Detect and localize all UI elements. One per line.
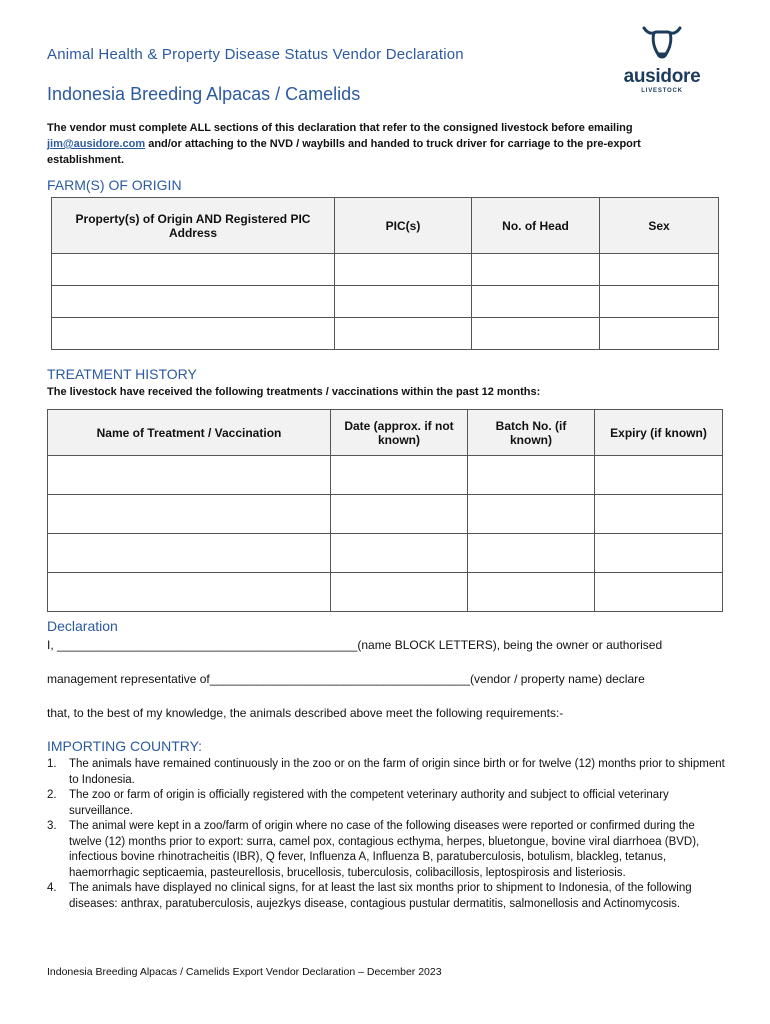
table-cell[interactable] (335, 318, 472, 350)
table-cell[interactable] (468, 534, 595, 573)
list-text: The animals have remained continuously in the zoo or on the farm of origin since birth or for twelve (12) months prior to shipment to Indonesia. (69, 758, 725, 786)
column-header-date: Date (approx. if not known) (331, 410, 468, 456)
list-item (47, 819, 727, 881)
table-row (48, 456, 723, 495)
list-text: The zoo or farm of origin is officially registered with the competent veterinary authority and subject to official veterinary surveillance. (69, 789, 669, 817)
ausidore-logo (612, 22, 712, 100)
table-row (52, 254, 719, 286)
intro-text-after: and/or attaching to the NVD / waybills and handed to truck driver for carriage to the pre-export establishment. (47, 138, 641, 166)
list-item (47, 881, 727, 912)
list-text: The animals have displayed no clinical signs, for at least the last six months prior to shipment to Indonesia, of the following diseases: anthrax, paratuberculosis, aujezkys disease, contagious pustular dermatitis, salmonellosis and Actinomycosis. (69, 882, 692, 910)
intro-instructions (47, 120, 717, 168)
table-cell[interactable] (331, 573, 468, 612)
treatment-header-row (48, 410, 723, 456)
table-cell[interactable] (331, 495, 468, 534)
declaration-line-vendor (47, 672, 645, 686)
table-cell[interactable] (600, 254, 719, 286)
column-header-head-count: No. of Head (472, 198, 600, 254)
email-link[interactable]: jim@ausidore.com (47, 138, 146, 150)
logo-wordmark: ausidore (623, 66, 701, 87)
list-number: 1. (47, 758, 57, 770)
table-cell[interactable] (48, 534, 331, 573)
table-cell[interactable] (48, 573, 331, 612)
declaration-line-name (47, 638, 662, 652)
table-cell[interactable] (52, 318, 335, 350)
declaration-line1-end: (name BLOCK LETTERS), being the owner or authorised (357, 638, 663, 652)
table-cell[interactable] (595, 573, 723, 612)
table-cell[interactable] (52, 286, 335, 318)
table-row (48, 495, 723, 534)
table-cell[interactable] (468, 573, 595, 612)
table-cell[interactable] (472, 318, 600, 350)
declaration-line-requirements: that, to the best of my knowledge, the animals described above meet the following requirements:- (47, 706, 564, 720)
logo-tagline: LIVESTOCK (641, 88, 683, 94)
list-number: 3. (47, 820, 57, 832)
owner-name-field[interactable]: _____________________________________________ (57, 638, 358, 652)
farm-header-row (52, 198, 719, 254)
column-header-batch: Batch No. (if known) (468, 410, 595, 456)
list-item (47, 757, 727, 788)
table-cell[interactable] (472, 286, 600, 318)
table-cell[interactable] (48, 456, 331, 495)
list-item (47, 788, 727, 819)
table-row (52, 286, 719, 318)
vendor-name-field[interactable]: _______________________________________ (209, 672, 471, 686)
table-cell[interactable] (52, 254, 335, 286)
table-cell[interactable] (600, 286, 719, 318)
importing-country-heading: IMPORTING COUNTRY: (47, 738, 203, 754)
declaration-heading: Declaration (47, 618, 118, 634)
treatment-history-heading: TREATMENT HISTORY (47, 366, 197, 382)
table-cell[interactable] (595, 495, 723, 534)
page-footer: Indonesia Breeding Alpacas / Camelids Export Vendor Declaration – December 2023 (47, 966, 442, 978)
treatment-table (47, 409, 723, 612)
list-text: The animal were kept in a zoo/farm of origin where no case of the following diseases were reported or confirmed during the twelve (12) months prior to export: surra, camel pox, contagious ecthyma, herpes, bluetongue, bovine viral diarrhoea (BVD), infectious bovine rhinotracheitis (IBR), Q fever, Influenza A, Influenza B, paratuberculosis, botulism, blackleg, tetanus, haemorrhagic septicaemia, pasteurellosis, brucellosis, tuberculosis, colibacillosis, leptospirosis and listeriosis. (69, 820, 700, 879)
table-cell[interactable] (335, 254, 472, 286)
table-cell[interactable] (468, 495, 595, 534)
table-cell[interactable] (335, 286, 472, 318)
column-header-expiry: Expiry (if known) (595, 410, 723, 456)
column-header-property: Property(s) of Origin AND Registered PIC Address (52, 198, 335, 254)
table-row (48, 534, 723, 573)
cow-head-icon (612, 22, 712, 64)
table-row (52, 318, 719, 350)
document-title: Animal Health & Property Disease Status Vendor Declaration (47, 46, 464, 63)
table-cell[interactable] (331, 534, 468, 573)
list-number: 2. (47, 789, 57, 801)
treatment-history-subheading: The livestock have received the following treatments / vaccinations within the past 12 months: (47, 386, 541, 398)
table-cell[interactable] (468, 456, 595, 495)
declaration-prefix: I, (47, 638, 58, 652)
table-cell[interactable] (48, 495, 331, 534)
table-cell[interactable] (595, 534, 723, 573)
table-cell[interactable] (472, 254, 600, 286)
table-row (48, 573, 723, 612)
list-number: 4. (47, 882, 57, 894)
farm-origin-heading: FARM(S) OF ORIGIN (47, 177, 182, 193)
column-header-treatment: Name of Treatment / Vaccination (48, 410, 331, 456)
table-cell[interactable] (331, 456, 468, 495)
column-header-pic: PIC(s) (335, 198, 472, 254)
farm-origin-table (51, 197, 719, 350)
column-header-sex: Sex (600, 198, 719, 254)
declaration-line2-end: (vendor / property name) declare (470, 672, 645, 686)
table-cell[interactable] (595, 456, 723, 495)
requirements-list (47, 757, 727, 912)
document-subtitle: Indonesia Breeding Alpacas / Camelids (47, 84, 361, 104)
declaration-line2-start: management representative of (47, 672, 210, 686)
intro-text-before: The vendor must complete ALL sections of this declaration that refer to the consigned livestock before emailing (47, 122, 633, 134)
table-cell[interactable] (600, 318, 719, 350)
